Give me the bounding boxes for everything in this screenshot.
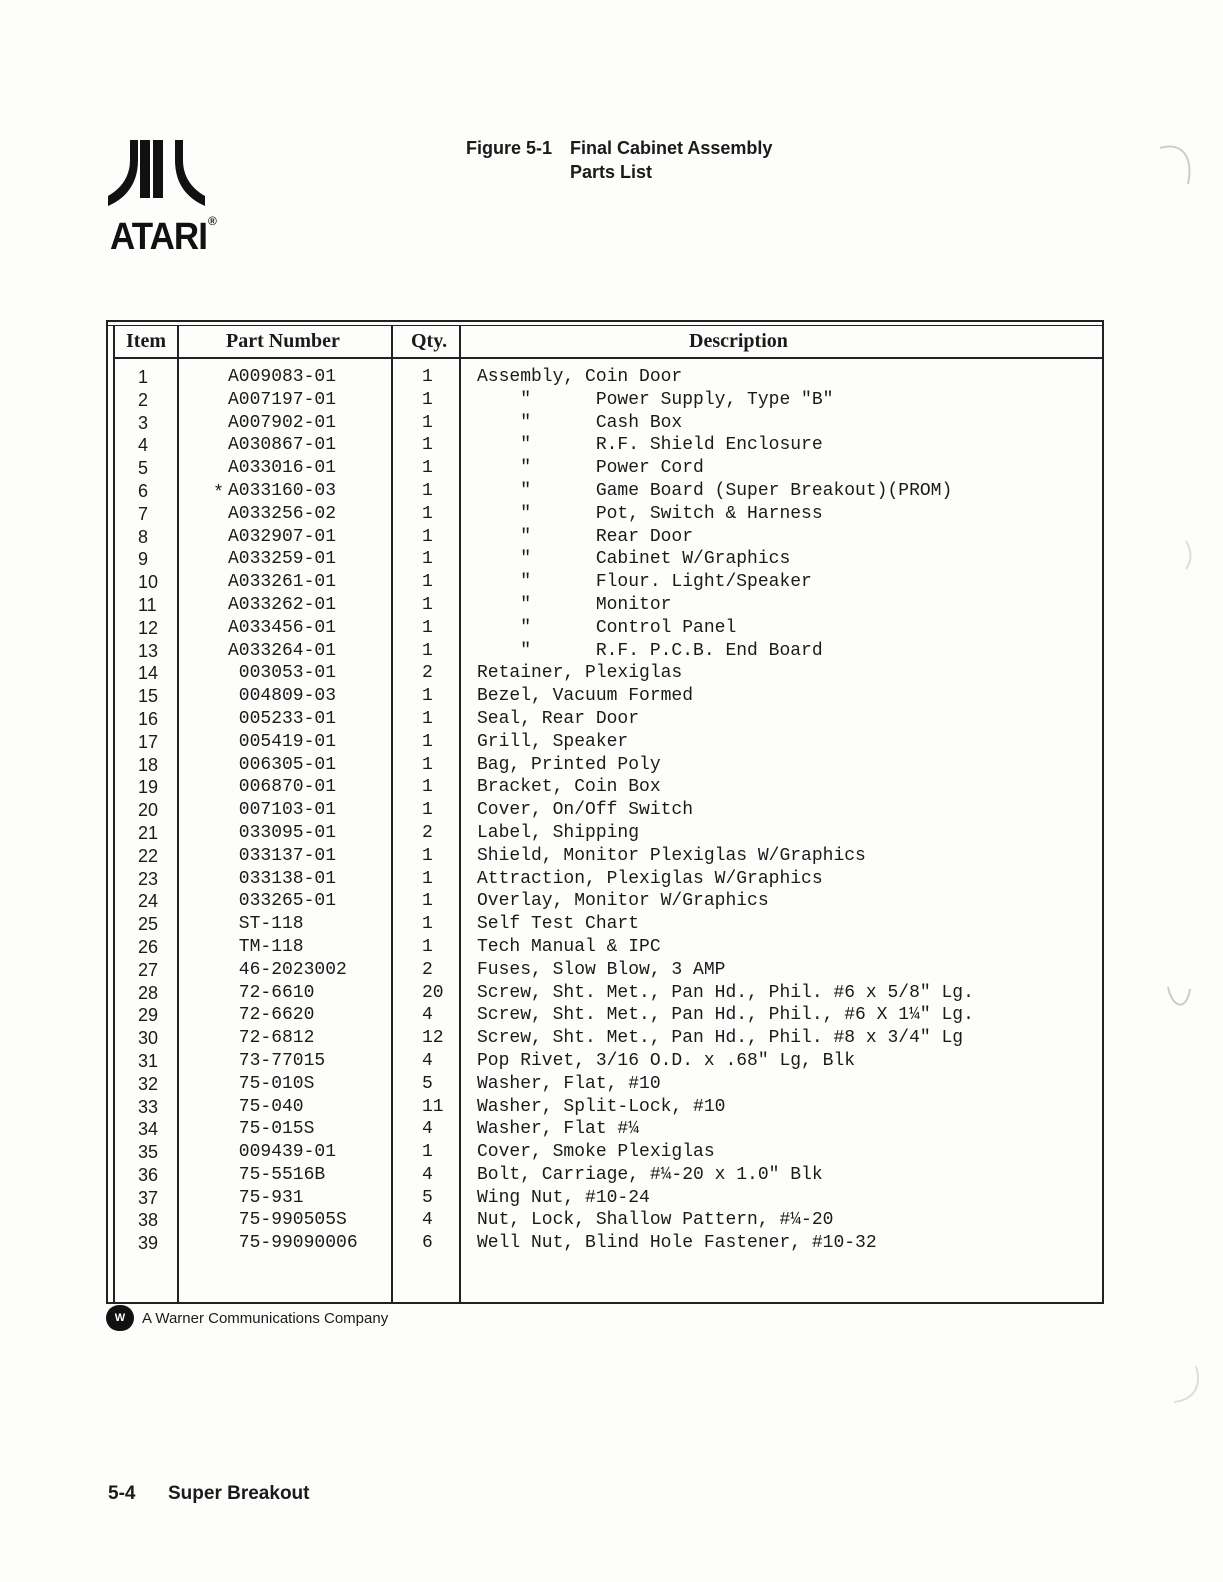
description-cell: Washer, Flat #¼ [477, 1119, 640, 1140]
qty-cell: 20 [422, 982, 444, 1003]
atari-fuji-icon [108, 140, 208, 218]
table-row [108, 685, 1102, 708]
qty-cell: 1 [422, 549, 433, 570]
registered-mark: ® [208, 214, 217, 228]
qty-cell: 1 [422, 777, 433, 798]
header-part-number: Part Number [226, 330, 340, 352]
part-number-cell: 75-990505S [228, 1210, 347, 1231]
parts-list-table [106, 320, 1104, 1304]
part-number-cell: TM-118 [228, 936, 304, 957]
qty-cell: 1 [422, 914, 433, 935]
description-cell: " Cash Box [477, 412, 683, 433]
item-cell: 30 [138, 1028, 159, 1049]
table-row [108, 868, 1102, 891]
qty-cell: 1 [422, 526, 433, 547]
part-number-cell: A030867-01 [228, 435, 337, 456]
description-cell: " Rear Door [477, 526, 694, 547]
part-number-cell: 75-5516B [228, 1164, 326, 1185]
part-number-cell: A007197-01 [228, 389, 337, 410]
qty-cell: 2 [422, 822, 433, 843]
table-row [108, 503, 1102, 526]
item-cell: 1 [138, 367, 149, 387]
item-cell: 9 [138, 549, 149, 570]
item-cell: 12 [138, 617, 159, 638]
table-row [108, 617, 1102, 640]
description-cell: Screw, Sht. Met., Pan Hd., Phil. #8 x 3/4" Lg [477, 1028, 964, 1049]
qty-cell: 1 [422, 640, 433, 661]
table-row [108, 640, 1102, 663]
item-cell: 33 [138, 1096, 159, 1117]
table-row [108, 1027, 1102, 1050]
description-cell: Washer, Split-Lock, #10 [477, 1096, 726, 1117]
table-row [108, 366, 1102, 389]
description-cell: Cover, Smoke Plexiglas [477, 1142, 715, 1163]
qty-cell: 1 [422, 412, 433, 433]
description-cell: Attraction, Plexiglas W/Graphics [477, 868, 823, 889]
page-footer [108, 1483, 309, 1505]
item-cell: 27 [138, 959, 159, 980]
company-credit [106, 1305, 388, 1331]
page-number: 5-4 [108, 1483, 136, 1504]
binder-hole-icon [1150, 140, 1200, 200]
part-number-cell: 73-77015 [228, 1050, 326, 1071]
part-number-cell: 72-6620 [228, 1005, 315, 1026]
description-cell: Grill, Speaker [477, 731, 629, 752]
table-row [108, 1187, 1102, 1210]
table-row [108, 526, 1102, 549]
figure-subtitle: Parts List [570, 162, 653, 182]
table-row [108, 1232, 1102, 1255]
part-number-cell: A033264-01 [228, 640, 337, 661]
part-number-cell: 72-6812 [228, 1028, 315, 1049]
qty-cell: 4 [422, 1050, 433, 1071]
table-row [108, 754, 1102, 777]
description-cell: Wing Nut, #10-24 [477, 1187, 650, 1208]
item-cell: 15 [138, 686, 159, 707]
description-cell: Shield, Monitor Plexiglas W/Graphics [477, 845, 866, 866]
part-number-cell: 033095-01 [228, 822, 337, 843]
table-row [108, 412, 1102, 435]
description-cell: Overlay, Monitor W/Graphics [477, 891, 769, 912]
qty-cell: 4 [422, 1210, 433, 1231]
table-row [108, 434, 1102, 457]
qty-cell: 1 [422, 800, 433, 821]
part-number-cell: A033456-01 [228, 617, 337, 638]
description-cell: Pop Rivet, 3/16 O.D. x .68" Lg, Blk [477, 1050, 856, 1071]
part-number-cell: 46-2023002 [228, 959, 347, 980]
qty-cell: 4 [422, 1164, 433, 1185]
item-cell: 6 [138, 480, 149, 501]
part-number-cell: A009083-01 [228, 367, 337, 387]
part-number-cell: 005233-01 [228, 708, 337, 729]
item-cell: 2 [138, 389, 149, 410]
description-cell: Tech Manual & IPC [477, 936, 661, 957]
qty-cell: 1 [422, 594, 433, 615]
qty-cell: 1 [422, 572, 433, 593]
item-cell: 11 [138, 594, 157, 615]
figure-label: Figure 5-1 [466, 138, 553, 158]
table-row [108, 731, 1102, 754]
binder-hole-icon [1160, 975, 1200, 1025]
table-row [108, 1209, 1102, 1232]
table-header-rule [113, 357, 1102, 359]
description-cell: " Pot, Switch & Harness [477, 503, 823, 524]
qty-cell: 5 [422, 1073, 433, 1094]
description-cell: Seal, Rear Door [477, 708, 640, 729]
item-cell: 16 [138, 708, 159, 729]
table-row [108, 776, 1102, 799]
table-row [108, 662, 1102, 685]
table-row [108, 389, 1102, 412]
description-cell: Bolt, Carriage, #¼-20 x 1.0" Blk [477, 1164, 823, 1185]
item-cell: 19 [138, 777, 159, 798]
description-cell: " R.F. P.C.B. End Board [477, 640, 823, 661]
item-cell: 26 [138, 936, 159, 957]
table-row [108, 1050, 1102, 1073]
binder-hole-icon [1160, 1360, 1210, 1410]
binder-hole-icon [1160, 535, 1200, 575]
item-cell: 20 [138, 800, 159, 821]
part-number-cell: 75-015S [228, 1119, 315, 1140]
description-cell: Well Nut, Blind Hole Fastener, #10-32 [477, 1233, 877, 1254]
item-cell: 38 [138, 1210, 159, 1231]
item-cell: 7 [138, 503, 149, 524]
item-cell: 14 [138, 663, 159, 684]
qty-cell: 11 [422, 1096, 444, 1117]
item-cell: 8 [138, 526, 149, 547]
table-row [108, 822, 1102, 845]
part-number-cell: A032907-01 [228, 526, 337, 547]
table-row [108, 890, 1102, 913]
item-cell: 39 [138, 1233, 159, 1254]
game-title: Super Breakout [168, 1483, 310, 1504]
item-cell: 21 [138, 822, 159, 843]
item-cell: 35 [138, 1142, 159, 1163]
part-number-cell: 003053-01 [228, 663, 337, 684]
qty-cell: 4 [422, 1005, 433, 1026]
description-cell: Screw, Sht. Met., Pan Hd., Phil. #6 x 5/8" Lg. [477, 982, 974, 1003]
figure-title: Final Cabinet Assembly [570, 138, 773, 158]
description-cell: Screw, Sht. Met., Pan Hd., Phil., #6 X 1¼" Lg. [477, 1005, 974, 1026]
description-cell: Bracket, Coin Box [477, 777, 661, 798]
item-cell: 31 [138, 1050, 159, 1071]
table-row [108, 1141, 1102, 1164]
part-number-cell: 006870-01 [228, 777, 337, 798]
description-cell: " Power Supply, Type "B" [477, 389, 834, 410]
part-number-cell: 004809-03 [228, 686, 337, 707]
table-row [108, 708, 1102, 731]
table-row [108, 936, 1102, 959]
header-description: Description [689, 330, 788, 352]
table-row [108, 1073, 1102, 1096]
table-body [108, 366, 1102, 1255]
description-cell: " Control Panel [477, 617, 737, 638]
part-number-cell: A007902-01 [228, 412, 337, 433]
qty-cell: 1 [422, 868, 433, 889]
table-row [108, 457, 1102, 480]
table-row [108, 480, 1102, 503]
item-cell: 18 [138, 754, 159, 775]
table-row [108, 571, 1102, 594]
company-name: A Warner Communications Company [142, 1309, 389, 1327]
qty-cell: 1 [422, 617, 433, 638]
table-row [108, 845, 1102, 868]
qty-cell: 4 [422, 1119, 433, 1140]
part-number-cell: 75-040 [228, 1096, 304, 1117]
item-cell: 25 [138, 914, 159, 935]
qty-cell: 1 [422, 845, 433, 866]
description-cell: Washer, Flat, #10 [477, 1073, 661, 1094]
warner-communications-icon: W [106, 1305, 134, 1331]
part-number-cell: A033256-02 [228, 503, 337, 524]
description-cell: Label, Shipping [477, 822, 640, 843]
qty-cell: 1 [422, 458, 433, 479]
item-cell: 13 [138, 640, 159, 661]
description-cell: Nut, Lock, Shallow Pattern, #¼-20 [477, 1210, 834, 1231]
table-row [108, 799, 1102, 822]
qty-cell: 12 [422, 1028, 444, 1049]
qty-cell: 6 [422, 1233, 433, 1254]
qty-cell: 2 [422, 959, 433, 980]
qty-cell: 1 [422, 686, 433, 707]
table-row [108, 594, 1102, 617]
atari-wordmark: ATARI [110, 216, 208, 258]
qty-cell: 5 [422, 1187, 433, 1208]
description-cell: " R.F. Shield Enclosure [477, 435, 823, 456]
qty-cell: 1 [422, 503, 433, 524]
item-cell: 29 [138, 1005, 159, 1026]
table-row [108, 982, 1102, 1005]
item-cell: 34 [138, 1119, 159, 1140]
table-row [108, 1096, 1102, 1119]
item-cell: 5 [138, 458, 149, 479]
part-number-cell: ST-118 [228, 914, 304, 935]
part-number-cell: 006305-01 [228, 754, 337, 775]
qty-cell: 2 [422, 663, 433, 684]
atari-logo [108, 140, 228, 256]
item-cell: 3 [138, 412, 149, 433]
qty-cell: 1 [422, 754, 433, 775]
qty-cell: 1 [422, 435, 433, 456]
description-cell: Bag, Printed Poly [477, 754, 661, 775]
description-cell: " Monitor [477, 594, 672, 615]
qty-cell: 1 [422, 731, 433, 752]
part-number-cell: 033265-01 [228, 891, 337, 912]
item-cell: 37 [138, 1187, 159, 1208]
qty-cell: 1 [422, 708, 433, 729]
item-cell: 23 [138, 868, 159, 889]
part-number-cell: 009439-01 [228, 1142, 337, 1163]
part-number-cell: A033016-01 [228, 458, 337, 479]
description-cell: Fuses, Slow Blow, 3 AMP [477, 959, 726, 980]
qty-cell: 1 [422, 891, 433, 912]
description-cell: Self Test Chart [477, 914, 640, 935]
description-cell: " Game Board (Super Breakout)(PROM) [477, 480, 953, 501]
part-number-cell: A033261-01 [228, 572, 337, 593]
part-number-cell: 033138-01 [228, 868, 337, 889]
part-number-cell: A033160-03 [228, 480, 337, 501]
part-number-cell: 007103-01 [228, 800, 337, 821]
table-row [108, 913, 1102, 936]
asterisk-mark: * [215, 480, 223, 501]
qty-cell: 1 [422, 480, 433, 501]
item-cell: 4 [138, 435, 149, 456]
part-number-cell: A033259-01 [228, 549, 337, 570]
part-number-cell: 72-6610 [228, 982, 315, 1003]
table-row [108, 1118, 1102, 1141]
description-cell: Bezel, Vacuum Formed [477, 686, 694, 707]
item-cell: 28 [138, 982, 159, 1003]
description-cell: Retainer, Plexiglas [477, 663, 683, 684]
figure-heading [466, 138, 772, 159]
part-number-cell: 033137-01 [228, 845, 337, 866]
qty-cell: 1 [422, 936, 433, 957]
description-cell: Cover, On/Off Switch [477, 800, 694, 821]
description-cell: " Flour. Light/Speaker [477, 572, 812, 593]
part-number-cell: A033262-01 [228, 594, 337, 615]
item-cell: 36 [138, 1164, 159, 1185]
description-cell: Assembly, Coin Door [477, 367, 683, 387]
item-cell: 32 [138, 1073, 159, 1094]
description-cell: " Cabinet W/Graphics [477, 549, 791, 570]
qty-cell: 1 [422, 389, 433, 410]
part-number-cell: 005419-01 [228, 731, 337, 752]
table-row [108, 1004, 1102, 1027]
qty-cell: 1 [422, 1142, 433, 1163]
part-number-cell: 75-010S [228, 1073, 315, 1094]
part-number-cell: 75-931 [228, 1187, 304, 1208]
item-cell: 17 [138, 731, 159, 752]
table-top-rule [108, 325, 1102, 326]
item-cell: 22 [138, 845, 159, 866]
part-number-cell: 75-99090006 [228, 1233, 358, 1254]
table-row [108, 548, 1102, 571]
item-cell: 10 [138, 572, 159, 593]
qty-cell: 1 [422, 367, 433, 387]
table-row [108, 959, 1102, 982]
description-cell: " Power Cord [477, 458, 704, 479]
item-cell: 24 [138, 891, 159, 912]
table-row [108, 1164, 1102, 1187]
header-qty: Qty. [411, 330, 448, 352]
header-item: Item [126, 330, 166, 352]
